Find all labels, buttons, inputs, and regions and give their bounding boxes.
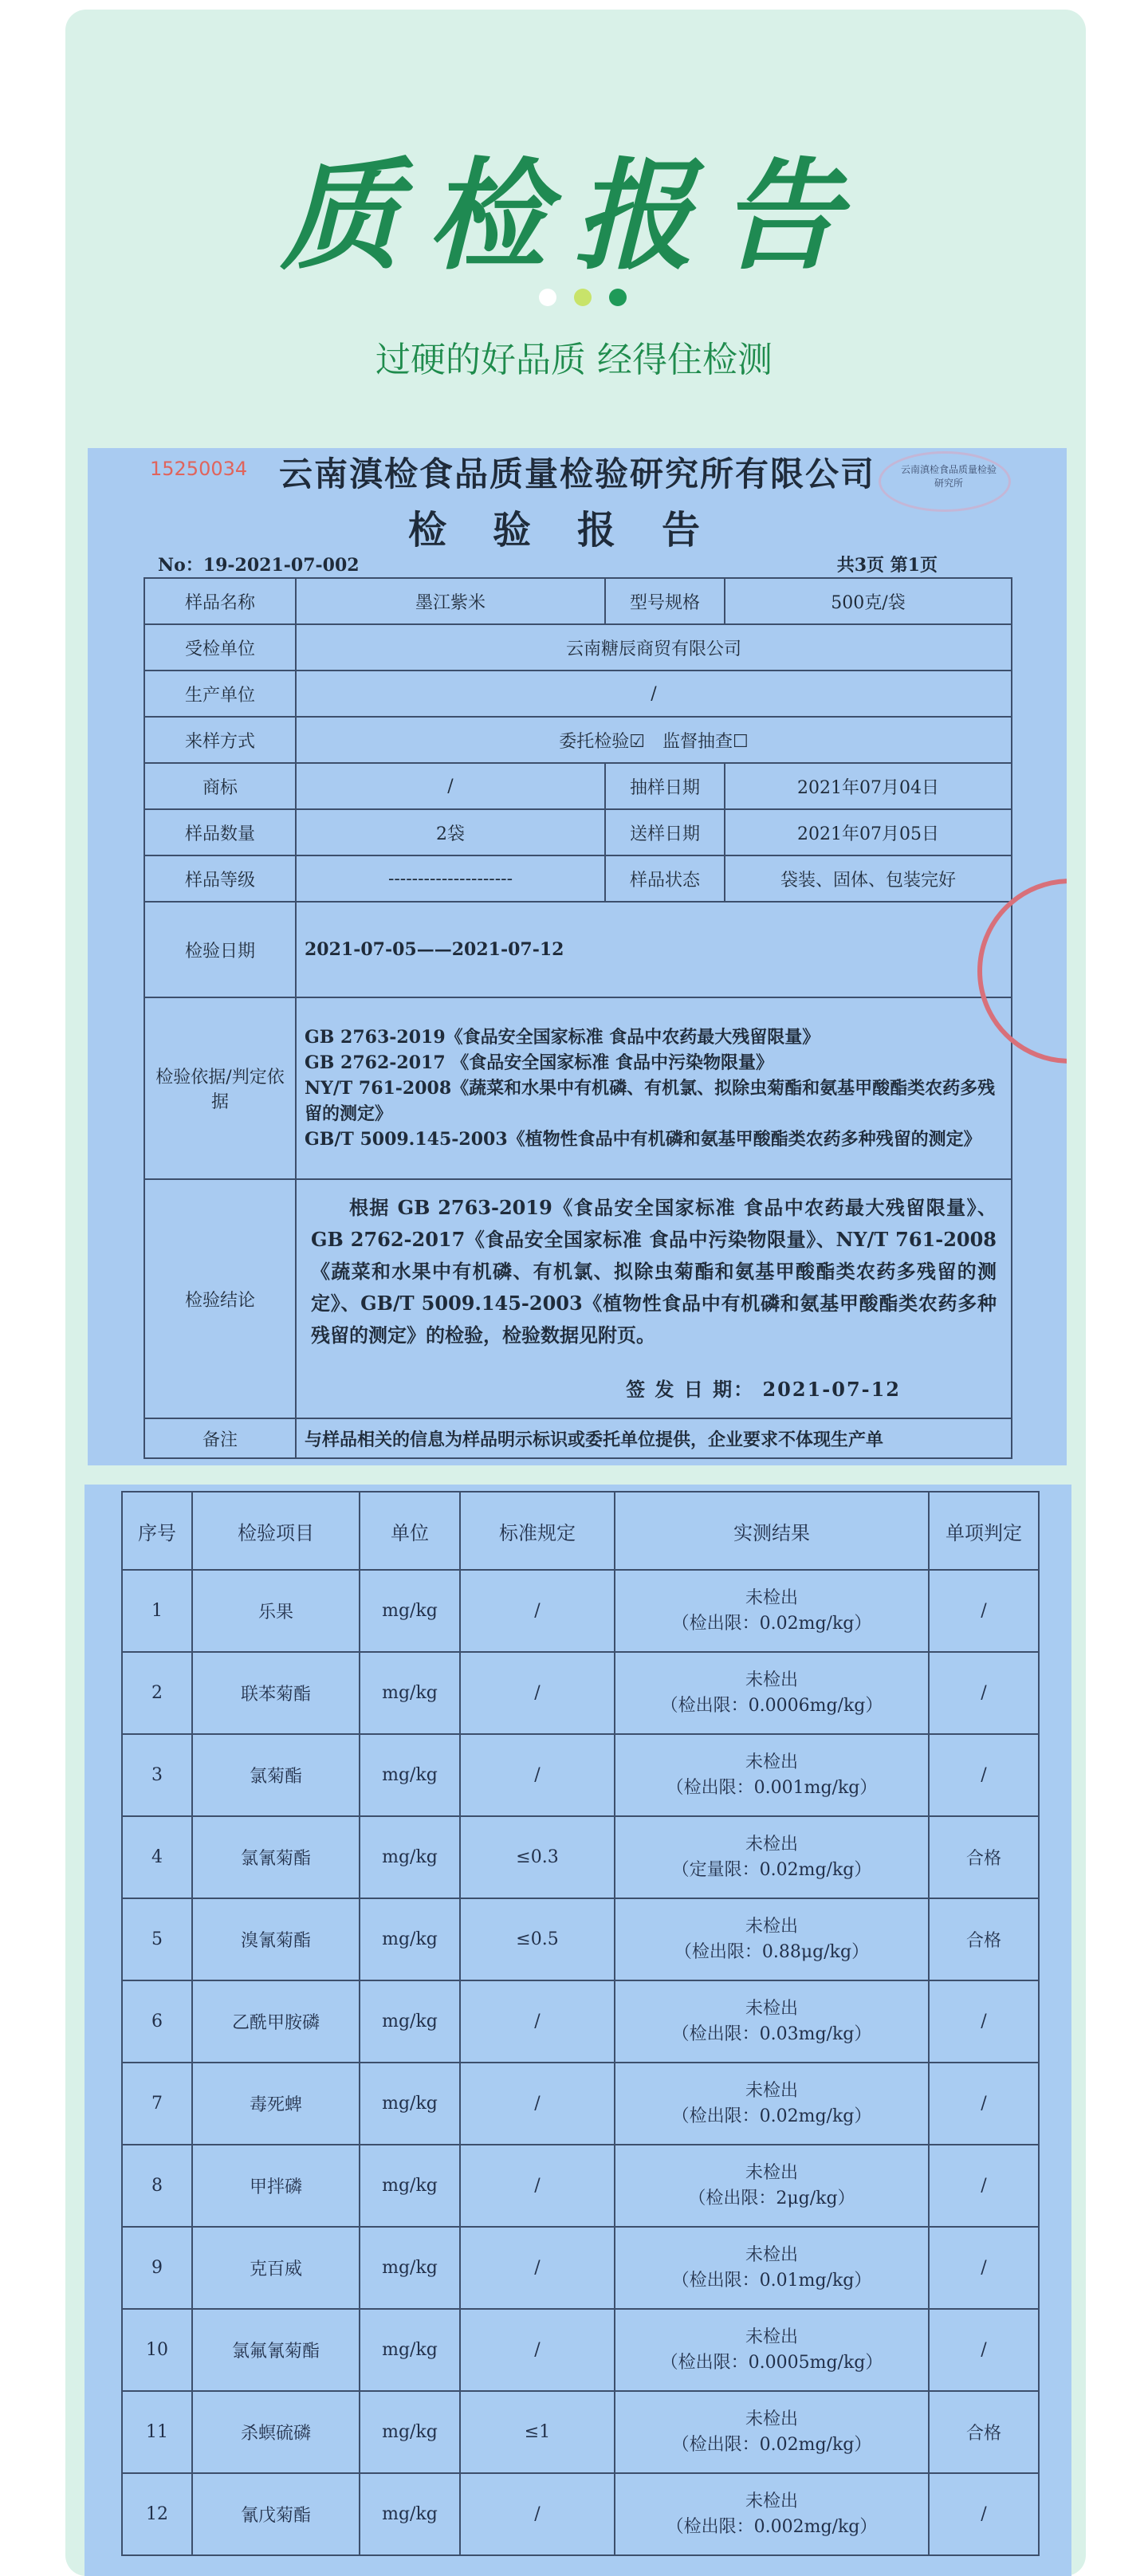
stamp-number: 15250034 (150, 458, 248, 480)
state: 袋装、固体、包装完好 (725, 855, 1012, 902)
standard: ≤0.3 (460, 1816, 615, 1898)
verdict: / (929, 2227, 1039, 2309)
table-row (122, 2227, 1039, 2309)
sent-date: 2021年07月05日 (725, 809, 1012, 855)
result-value: 未检出 (745, 1752, 798, 1772)
unit: mg/kg (360, 2309, 460, 2391)
sent-date-label: 送样日期 (605, 809, 725, 855)
verdict: / (929, 2473, 1039, 2555)
result-cell (615, 2391, 929, 2473)
result-value: 未检出 (745, 2162, 798, 2183)
result-cell (615, 1734, 929, 1816)
verdict: / (929, 1570, 1039, 1652)
basis-item: NY/T 761-2008《蔬菜和水果中有机磷、有机氯、拟除虫菊酯和氨基甲酸酯类农药多残留的测定》 (305, 1078, 996, 1124)
verdict: 合格 (929, 2391, 1039, 2473)
table-row (122, 1734, 1039, 1816)
standard: / (460, 2309, 615, 2391)
unit: mg/kg (360, 2473, 460, 2555)
report-pages: 共3页 第1页 (836, 555, 938, 576)
row-number: 6 (122, 1980, 192, 2063)
unit: mg/kg (360, 1980, 460, 2063)
result-cell (615, 2063, 929, 2145)
result-value: 未检出 (745, 2326, 798, 2347)
grade: --------------------- (296, 855, 605, 902)
standard: / (460, 2145, 615, 2227)
test-item: 杀螟硫磷 (192, 2391, 360, 2473)
header-standard: 标准规定 (460, 1492, 615, 1570)
standard: / (460, 1980, 615, 2063)
remark-label: 备注 (144, 1418, 296, 1458)
result-detail: （检出限：0.01mg/kg） (671, 2270, 872, 2291)
row-number: 10 (122, 2309, 192, 2391)
header-result: 实测结果 (615, 1492, 929, 1570)
result-value: 未检出 (745, 1669, 798, 1690)
verdict: / (929, 1652, 1039, 1734)
test-item: 氯氰菊酯 (192, 1816, 360, 1898)
unit: mg/kg (360, 2391, 460, 2473)
report-page-2 (85, 1485, 1071, 2576)
verdict: / (929, 2309, 1039, 2391)
test-item: 乐果 (192, 1570, 360, 1652)
sampling-method: 委托检验☑ 监督抽查☐ (296, 717, 1012, 763)
verdict: 合格 (929, 1816, 1039, 1898)
result-cell (615, 2227, 929, 2309)
basis-list (296, 997, 1012, 1179)
page-title: 质检报告 (280, 146, 867, 286)
test-item: 甲拌磷 (192, 2145, 360, 2227)
sampling-date: 2021年07月04日 (725, 763, 1012, 809)
unit: mg/kg (360, 1734, 460, 1816)
standard: / (460, 2063, 615, 2145)
row-number: 2 (122, 1652, 192, 1734)
result-value: 未检出 (745, 1998, 798, 2019)
model-label: 型号规格 (605, 578, 725, 624)
sign-date: 签 发 日 期： 2021-07-12 (626, 1378, 901, 1401)
remark: 与样品相关的信息为样品明示标识或委托单位提供，企业要求不体现生产单 (296, 1418, 1012, 1458)
verdict: / (929, 2145, 1039, 2227)
standard: / (460, 2227, 615, 2309)
test-item: 氯氟氰菊酯 (192, 2309, 360, 2391)
quantity: 2袋 (296, 809, 605, 855)
organization-name: 云南滇检食品质量检验研究所有限公司 (279, 454, 876, 494)
verdict: / (929, 1980, 1039, 2063)
result-detail: （检出限：0.03mg/kg） (671, 2023, 872, 2044)
quantity-label: 样品数量 (144, 809, 296, 855)
result-detail: （定量限：0.02mg/kg） (671, 1859, 872, 1880)
client: 云南糖辰商贸有限公司 (296, 624, 1012, 671)
table-row (122, 1570, 1039, 1652)
table-row (122, 2309, 1039, 2391)
result-value: 未检出 (745, 2080, 798, 2101)
result-cell (615, 1570, 929, 1652)
header-unit: 单位 (360, 1492, 460, 1570)
verdict: 合格 (929, 1898, 1039, 1980)
row-number: 1 (122, 1570, 192, 1652)
standard: ≤0.5 (460, 1898, 615, 1980)
result-value: 未检出 (745, 1834, 798, 1854)
dot-2 (574, 289, 592, 306)
dot-1 (539, 289, 556, 306)
result-detail: （检出限：0.0006mg/kg） (660, 1695, 883, 1716)
state-label: 样品状态 (605, 855, 725, 902)
test-item: 毒死蜱 (192, 2063, 360, 2145)
page-subtitle: 过硬的好品质 经得住检测 (375, 340, 773, 380)
result-value: 未检出 (745, 2409, 798, 2429)
result-cell (615, 1898, 929, 1980)
conclusion-text: 根据 GB 2763-2019《食品安全国家标准 食品中农药最大残留限量》、GB 2762-2017《食品安全国家标准 食品中污染物限量》、NY/T 761-2008《蔬菜和水果中有机磷、有机氯、拟除虫菊酯和氨基甲酸酯类农药多残留的测定》、GB/T 5009.145-2003《植物性食品中有机磷和氨基甲酸酯类农药多种残留的测定》的检验，检验数据见附页。 (311, 1196, 997, 1347)
unit: mg/kg (360, 1898, 460, 1980)
unit: mg/kg (360, 1816, 460, 1898)
result-detail: （检出限：0.0005mg/kg） (660, 2352, 883, 2373)
sample-name-label: 样品名称 (144, 578, 296, 624)
header-item: 检验项目 (192, 1492, 360, 1570)
producer-label: 生产单位 (144, 671, 296, 717)
test-item: 氯菊酯 (192, 1734, 360, 1816)
result-detail: （检出限：0.001mg/kg） (666, 1777, 878, 1798)
result-cell (615, 2145, 929, 2227)
report-number: No：19-2021-07-002 (158, 555, 360, 576)
test-date-label: 检验日期 (144, 902, 296, 997)
unit: mg/kg (360, 1652, 460, 1734)
row-number: 11 (122, 2391, 192, 2473)
dot-3 (609, 289, 627, 306)
verdict: / (929, 1734, 1039, 1816)
test-item: 溴氰菊酯 (192, 1898, 360, 1980)
brand: / (296, 763, 605, 809)
unit: mg/kg (360, 2063, 460, 2145)
result-value: 未检出 (745, 1587, 798, 1608)
row-number: 12 (122, 2473, 192, 2555)
result-cell (615, 1652, 929, 1734)
result-detail: （检出限：0.02mg/kg） (671, 1613, 872, 1634)
unit: mg/kg (360, 2145, 460, 2227)
result-cell (615, 2309, 929, 2391)
report-page-1 (88, 448, 1067, 1465)
result-value: 未检出 (745, 2491, 798, 2511)
result-detail: （检出限：0.002mg/kg） (666, 2516, 878, 2537)
table-row (122, 2473, 1039, 2555)
unit: mg/kg (360, 2227, 460, 2309)
row-number: 7 (122, 2063, 192, 2145)
report-title: 检验报告 (407, 508, 746, 553)
row-number: 9 (122, 2227, 192, 2309)
brand-label: 商标 (144, 763, 296, 809)
client-label: 受检单位 (144, 624, 296, 671)
result-value: 未检出 (745, 1916, 798, 1937)
unit: mg/kg (360, 1570, 460, 1652)
basis-item: GB/T 5009.145-2003《植物性食品中有机磷和氨基甲酸酯类农药多种残留的测定》 (305, 1129, 981, 1150)
verdict: / (929, 2063, 1039, 2145)
result-cell (615, 2473, 929, 2555)
standard: / (460, 1570, 615, 1652)
basis-label: 检验依据/判定依据 (144, 997, 296, 1179)
standard: ≤1 (460, 2391, 615, 2473)
header-verdict: 单项判定 (929, 1492, 1039, 1570)
sampling-date-label: 抽样日期 (605, 763, 725, 809)
table-row (122, 2391, 1039, 2473)
sample-name: 墨江紫米 (296, 578, 605, 624)
producer: / (296, 671, 1012, 717)
result-detail: （检出限：0.02mg/kg） (671, 2434, 872, 2455)
table-row (122, 1980, 1039, 2063)
table-row (122, 2145, 1039, 2227)
result-cell (615, 1816, 929, 1898)
table-row (122, 2063, 1039, 2145)
carousel-dots (539, 289, 627, 306)
result-detail: （检出限：0.02mg/kg） (671, 2106, 872, 2126)
report-info-table (144, 577, 1012, 1459)
header-no: 序号 (122, 1492, 192, 1570)
basis-item: GB 2762-2017 《食品安全国家标准 食品中污染物限量》 (305, 1052, 773, 1073)
sampling-method-label: 来样方式 (144, 717, 296, 763)
table-row (122, 1652, 1039, 1734)
logo-text: 云南滇检食品质量检验研究所 (901, 464, 997, 489)
standard: / (460, 1652, 615, 1734)
row-number: 3 (122, 1734, 192, 1816)
conclusion-cell (296, 1179, 1012, 1418)
test-item: 氰戊菊酯 (192, 2473, 360, 2555)
table-row (122, 1816, 1039, 1898)
test-item: 联苯菊酯 (192, 1652, 360, 1734)
test-date: 2021-07-05——2021-07-12 (296, 902, 1012, 997)
result-value: 未检出 (745, 2244, 798, 2265)
conclusion-label: 检验结论 (144, 1179, 296, 1418)
results-table (121, 1491, 1040, 2556)
result-cell (615, 1980, 929, 2063)
result-detail: （检出限：2μg/kg） (688, 2188, 855, 2208)
basis-item: GB 2763-2019《食品安全国家标准 食品中农药最大残留限量》 (305, 1027, 820, 1048)
test-item: 乙酰甲胺磷 (192, 1980, 360, 2063)
table-row (122, 1898, 1039, 1980)
standard: / (460, 1734, 615, 1816)
test-item: 克百威 (192, 2227, 360, 2309)
row-number: 4 (122, 1816, 192, 1898)
grade-label: 样品等级 (144, 855, 296, 902)
standard: / (460, 2473, 615, 2555)
result-detail: （检出限：0.88μg/kg） (674, 1941, 870, 1962)
model: 500克/袋 (725, 578, 1012, 624)
row-number: 5 (122, 1898, 192, 1980)
row-number: 8 (122, 2145, 192, 2227)
